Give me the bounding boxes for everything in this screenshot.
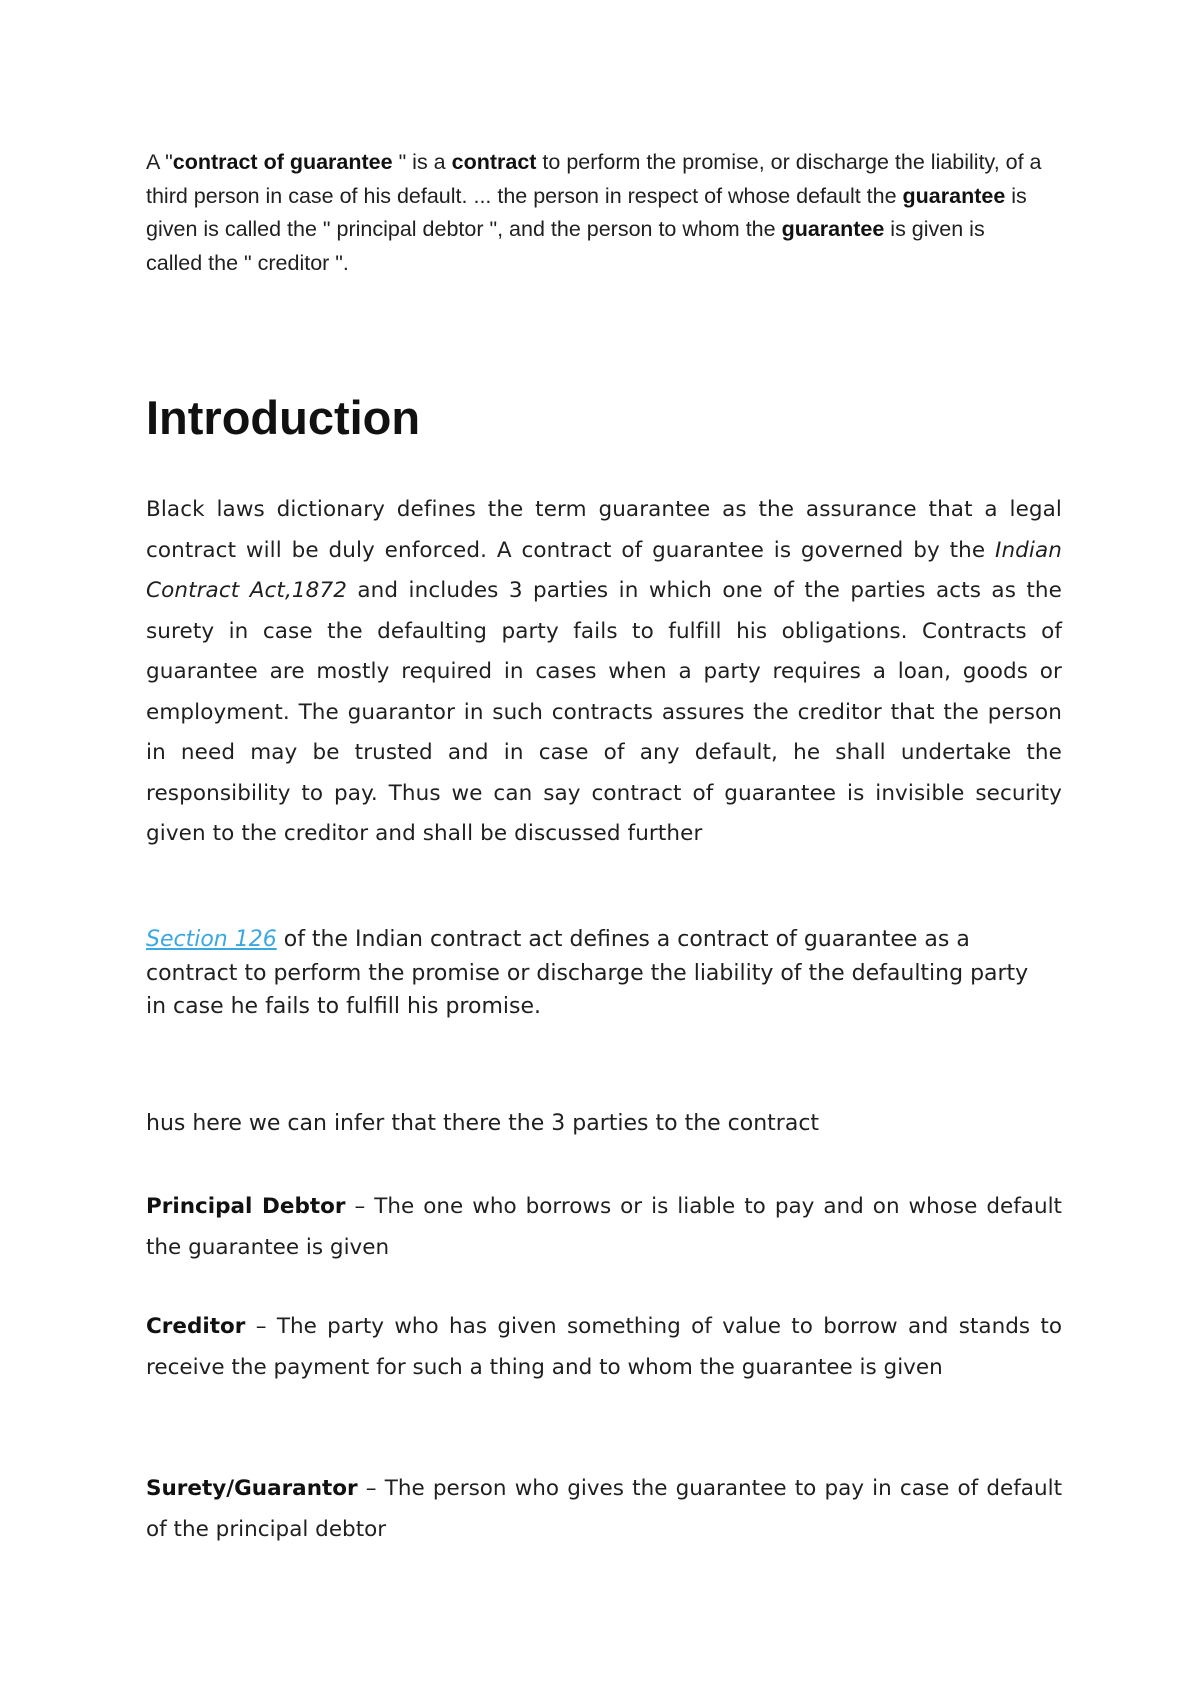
definition-creditor (146, 1307, 1062, 1388)
opening-text: is given is called the " creditor ". (146, 217, 985, 275)
section-126-link[interactable]: Section 126 (146, 927, 277, 952)
introduction-heading: Introduction (146, 391, 421, 444)
definition-text: – The party who has given something of value to borrow and stands to receive the payment for such a thing and to whom the guarantee is given (146, 1314, 1062, 1380)
section-text: of the Indian contract act defines a contract of guarantee as a contract to perform the promise or discharge the liability of the defaulting party in case he fails to fulfill his promise. (146, 927, 1029, 1020)
intro-text: Black laws dictionary defines the term guarantee as the assurance that a legal contract will be duly enforced. A contract of guarantee is governed by the (146, 497, 1062, 563)
definition-term: Surety/Guarantor (146, 1476, 358, 1501)
opening-text: to perform the promise, or discharge the liability, of a third person in case of his default. ... the person in respect of whose default the (146, 150, 1042, 208)
bold-term: guarantee (902, 183, 1006, 208)
bold-term: contract (451, 150, 537, 174)
act-name: Indian Contract Act,1872 (146, 537, 1062, 603)
section-paragraph (146, 923, 1046, 1024)
bold-term: guarantee (781, 217, 885, 242)
definition-surety (146, 1469, 1062, 1550)
parties-intro: hus here we can infer that there the 3 parties to the contract (146, 1111, 820, 1136)
definition-term: Creditor (146, 1314, 246, 1339)
opening-text: A " (146, 150, 173, 174)
bold-term: contract of guarantee (172, 150, 393, 174)
definition-principal-debtor (146, 1187, 1062, 1268)
opening-text: is given is called the " principal debtor ", and the person to whom the (146, 183, 1027, 242)
opening-paragraph (146, 146, 1046, 280)
opening-text: " is a (392, 150, 452, 174)
definition-text: – The person who gives the guarantee to pay in case of default of the principal debtor (146, 1476, 1062, 1542)
intro-text: and includes 3 parties in which one of the parties acts as the surety in case the defaulting party fails to fulfill his obligations. Contracts of guarantee are mostly required in cases when a party requires a loan, goods or employment. The guarantor in such contracts assures the creditor that the person in need may be trusted and in case of any default, he shall undertake the responsibility to pay. Thus we can say contract of guarantee is invisible security given to the creditor and shall be discussed further (146, 578, 1062, 846)
definition-text: – The one who borrows or is liable to pay and on whose default the guarantee is given (146, 1194, 1062, 1260)
definition-term: Principal Debtor (146, 1194, 346, 1219)
introduction-paragraph (146, 490, 1062, 855)
